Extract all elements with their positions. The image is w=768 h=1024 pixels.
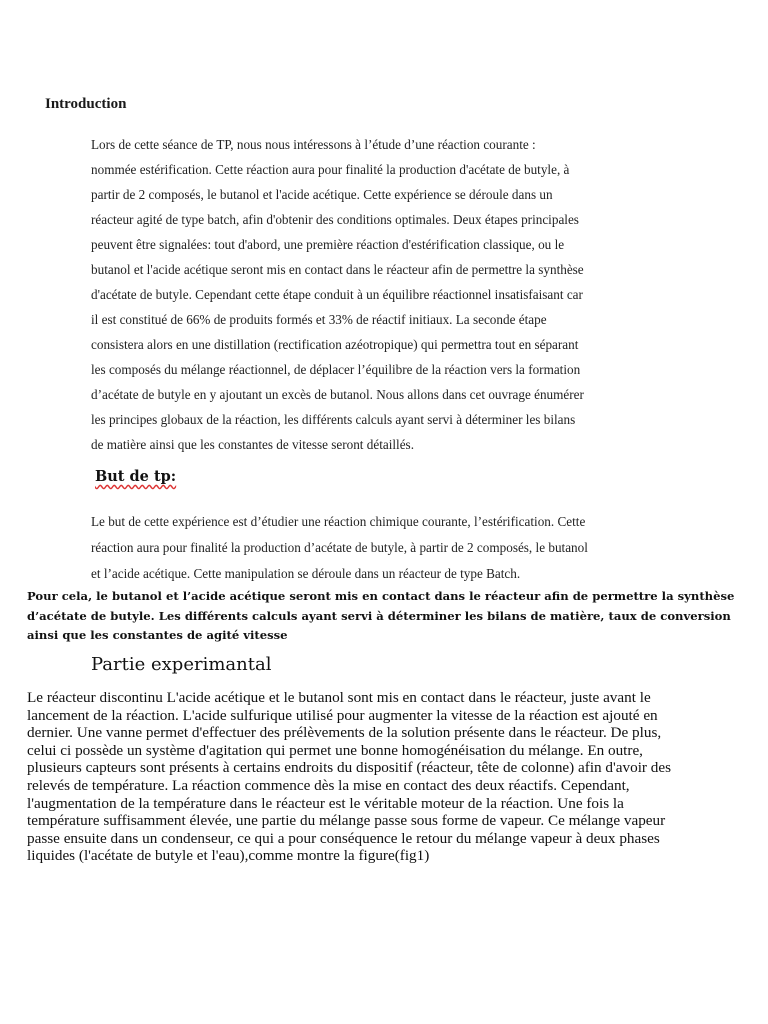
experimental-paragraph xyxy=(27,689,767,865)
text-line: l'augmentation de la température dans le réacteur est le véritable moteur de la réaction. Une fois la xyxy=(27,794,624,812)
text-line: lancement de la réaction. L'acide sulfurique utilisé pour augmenter la vitesse de la réaction est ajouté en xyxy=(27,706,658,724)
text-line: d'acétate de butyle. Cependant cette étape conduit à un équilibre réactionnel insatisfaisant car xyxy=(91,287,583,302)
text-line: Pour cela, le butanol et l’acide acétique seront mis en contact dans le réacteur afin de permettre la synthèse xyxy=(27,589,735,603)
text-line: celui ci possède un système d'agitation qui permet une bonne homogénéisation du mélange. En outre, xyxy=(27,741,643,759)
text-line: les principes globaux de la réaction, les différents calculs ayant servi à déterminer les bilans xyxy=(91,412,576,427)
text-line: les composés du mélange réactionnel, de déplacer l’équilibre de la réaction vers la formation xyxy=(91,362,581,377)
text-line: réacteur agité de type batch, afin d'obtenir des conditions optimales. Deux étapes principales xyxy=(91,212,579,227)
bold-paragraph xyxy=(27,588,762,647)
introduction-heading: Introduction xyxy=(45,96,127,112)
text-line: Lors de cette séance de TP, nous nous intéressons à l’étude d’une réaction courante : xyxy=(91,137,536,152)
text-line: dernier. Une vanne permet d'effectuer des prélèvements de la solution présente dans le réacteur. De plus, xyxy=(27,724,662,742)
text-line: plusieurs capteurs sont présents à certains endroits du dispositif (réacteur, tête de colonne) afin d'avoir des xyxy=(27,759,672,777)
text-line: il est constitué de 66% de produits formés et 33% de réactif initiaux. La seconde étape xyxy=(91,312,547,327)
text-line: liquides (l'acétate de butyle et l'eau),comme montre la figure(fig1) xyxy=(27,847,430,865)
text-line: réaction aura pour finalité la production d’acétate de butyle, à partir de 2 composés, le butanol xyxy=(91,540,588,555)
text-line: passe ensuite dans un condenseur, ce qui a pour conséquence le retour du mélange vapeur à deux phases xyxy=(27,829,660,847)
but-paragraph xyxy=(91,514,691,592)
text-line: Le réacteur discontinu L'acide acétique et le butanol sont mis en contact dans le réacteur, juste avant le xyxy=(27,689,651,706)
text-line: ainsi que les constantes de agité vitesse xyxy=(27,628,288,642)
text-line: Le but de cette expérience est d’étudier une réaction chimique courante, l’estérification. Cette xyxy=(91,514,586,529)
text-line: partir de 2 composés, le butanol et l'acide acétique. Cette expérience se déroule dans un xyxy=(91,187,553,202)
text-line: d’acétate de butyle en y ajoutant un excès de butanol. Nous allons dans cet ouvrage énumérer xyxy=(91,387,584,402)
text-line: nommée estérification. Cette réaction aura pour finalité la production d'acétate de butyle, à xyxy=(91,162,570,177)
text-line: consistera alors en une distillation (rectification azéotropique) qui permettra tout en séparant xyxy=(91,337,579,352)
text-line: butanol et l'acide acétique seront mis en contact dans le réacteur afin de permettre la synthèse xyxy=(91,262,584,277)
text-line: température suffisamment élevée, une partie du mélange passe sous forme de vapeur. Ce mélange vapeur xyxy=(27,812,666,830)
text-line: d’acétate de butyle. Les différents calculs ayant servi à déterminer les bilans de matière, taux de conversion xyxy=(27,608,731,623)
text-line: peuvent être signalées: tout d'abord, une première réaction d'estérification classique, ou le xyxy=(91,237,565,252)
text-line: relevés de température. La réaction commence dès la mise en contact des deux réactifs. Cependant, xyxy=(27,776,630,794)
introduction-paragraph xyxy=(91,137,691,462)
text-line: et l’acide acétique. Cette manipulation se déroule dans un réacteur de type Batch. xyxy=(91,566,521,581)
partie-heading: Partie experimantal xyxy=(91,654,272,675)
but-heading: But de tp: xyxy=(95,468,177,485)
text-line: de matière ainsi que les constantes de vitesse seront détaillés. xyxy=(91,437,414,452)
